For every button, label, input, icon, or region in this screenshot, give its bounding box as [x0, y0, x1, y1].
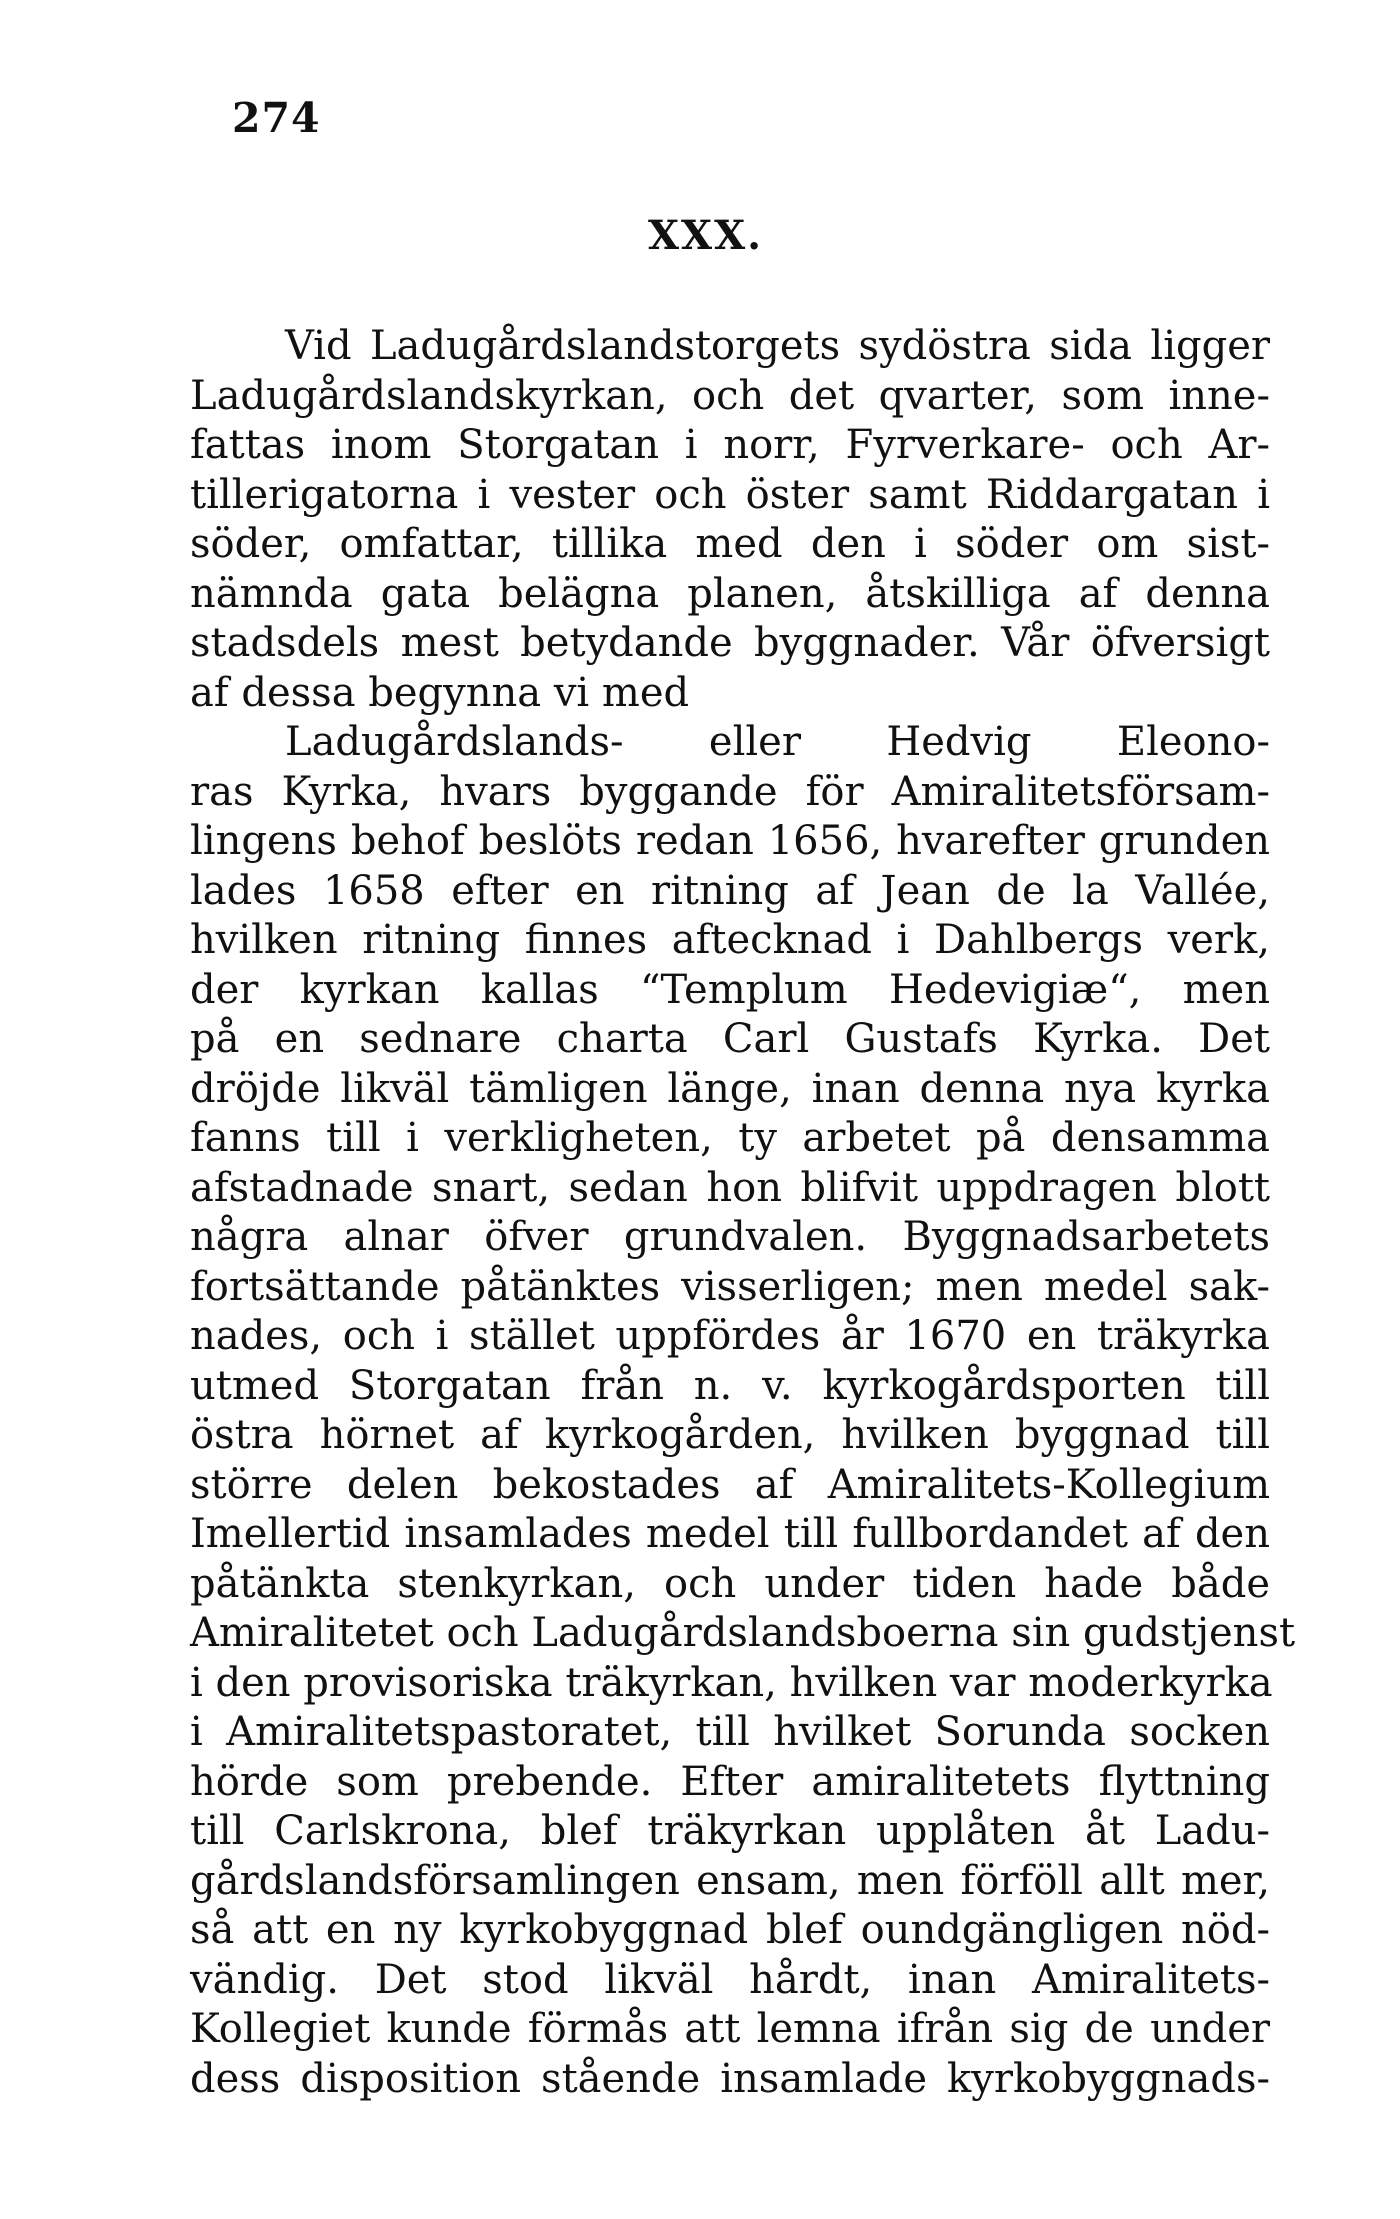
text-line: dess disposition stående insamlade kyrkobyggnads-	[190, 2055, 1270, 2102]
text-line: nämnda gata belägna planen, åtskilliga af denna	[190, 570, 1270, 617]
text-line: östra hörnet af kyrkogården, hvilken byggnad till	[190, 1412, 1270, 1458]
text-line: till Carlskrona, blef träkyrkan upplåten åt Ladu-	[190, 1808, 1270, 1854]
text-line: Ladugårdslandskyrkan, och det qvarter, som inne-	[190, 372, 1270, 419]
page-number: 274	[232, 94, 321, 142]
text-line: der kyrkan kallas “Templum Hedevigiæ“, men	[190, 966, 1270, 1013]
text-line: fanns till i verkligheten, ty arbetet på densamma	[190, 1115, 1270, 1161]
text-line: fortsättande påtänktes visserligen; men medel sak-	[190, 1263, 1270, 1310]
text-line: Ladugårdslands- eller Hedvig Eleono-	[285, 719, 1270, 765]
text-line: söder, omfattar, tillika med den i söder om sist-	[190, 521, 1270, 567]
body-text	[190, 322, 1296, 2104]
text-line: påtänkta stenkyrkan, och under tiden hade både	[190, 1560, 1270, 1607]
text-line: lades 1658 efter en ritning af Jean de la Vallée,	[190, 867, 1270, 914]
text-line: större delen bekostades af Amiralitets-Kollegium	[190, 1461, 1270, 1508]
text-line: Vid Ladugårdslandstorgets sydöstra sida ligger	[285, 323, 1270, 369]
text-line: stadsdels mest betydande byggnader. Vår öfversigt	[190, 620, 1270, 666]
text-line: i den provisoriska träkyrkan, hvilken var moderkyrka	[190, 1659, 1273, 1706]
text-line: Imellertid insamlades medel till fullbordandet af den	[190, 1511, 1270, 1557]
section-heading: XXX.	[648, 212, 764, 259]
text-line: i Amiralitetspastoratet, till hvilket Sorunda socken	[190, 1709, 1270, 1755]
text-line: fattas inom Storgatan i norr, Fyrverkare- och Ar-	[190, 422, 1270, 468]
text-line: Kollegiet kunde förmås att lemna ifrån sig de under	[190, 2006, 1270, 2052]
text-line: hvilken ritning finnes aftecknad i Dahlbergs verk,	[190, 917, 1270, 963]
text-line: tillerigatorna i vester och öster samt Riddargatan i	[190, 471, 1270, 518]
text-line: af dessa begynna vi med	[190, 669, 690, 716]
text-line: utmed Storgatan från n. v. kyrkogårdsporten till	[190, 1362, 1270, 1409]
text-line: vändig. Det stod likväl hårdt, inan Amiralitets-	[190, 1956, 1270, 2003]
text-line: gårdslandsförsamlingen ensam, men förföll allt mer,	[190, 1857, 1270, 1904]
text-line: så att en ny kyrkobyggnad blef oundgängligen nöd-	[190, 1907, 1270, 1953]
text-line: dröjde likväl tämligen länge, inan denna nya kyrka	[190, 1065, 1270, 1112]
text-line: nades, och i stället uppfördes år 1670 en träkyrka	[190, 1313, 1270, 1359]
text-line: ras Kyrka, hvars byggande för Amiralitetsförsam-	[190, 768, 1270, 815]
text-line: på en sednare charta Carl Gustafs Kyrka. Det	[190, 1016, 1270, 1062]
text-line: afstadnade snart, sedan hon blifvit uppdragen blott	[190, 1164, 1270, 1211]
text-line: Amiralitetet och Ladugårdslandsboerna sin gudstjenst	[190, 1610, 1296, 1656]
text-line: några alnar öfver grundvalen. Byggnadsarbetets	[190, 1214, 1270, 1260]
text-line: lingens behof beslöts redan 1656, hvarefter grunden	[190, 818, 1270, 864]
text-line: hörde som prebende. Efter amiralitetets flyttning	[190, 1758, 1270, 1805]
